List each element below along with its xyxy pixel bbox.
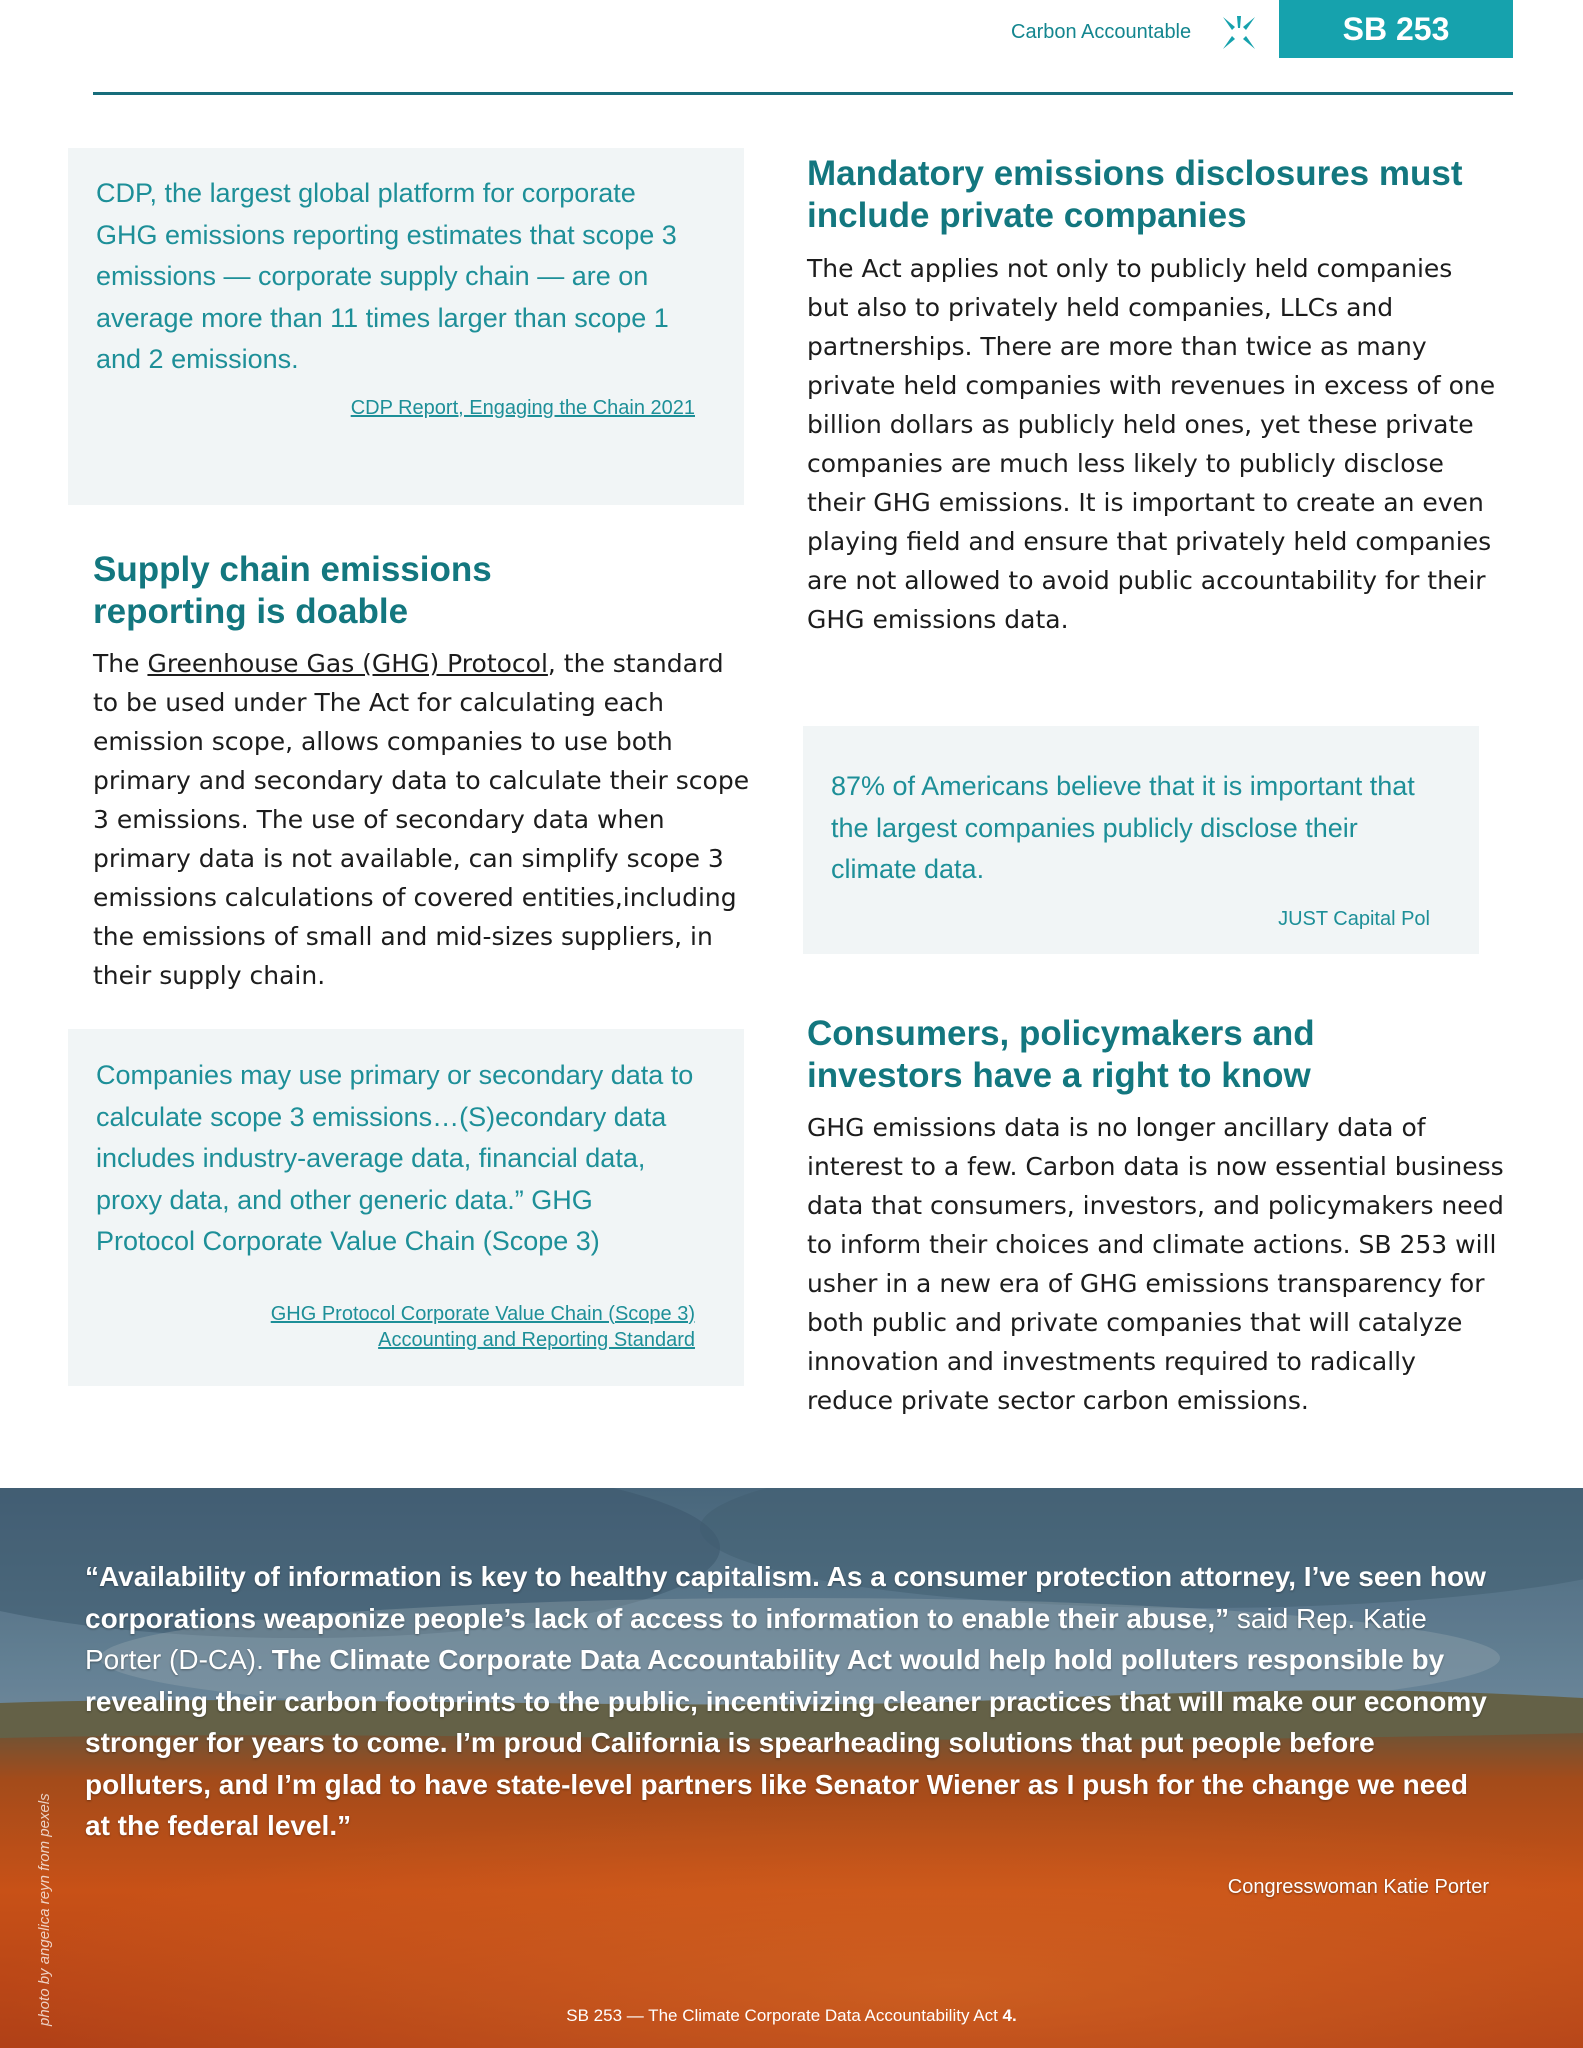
mandatory-heading-line2: include private companies	[807, 196, 1247, 235]
callout-ghg-text: Companies may use primary or secondary data to calculate scope 3 emissions…(S)econdary data includes industry-average data, financial data, proxy data, and other generic data.” GHG Protocol Corporate Value Chain (Scope 3)	[96, 1060, 694, 1256]
poppy-field-photo	[0, 1488, 1583, 2048]
header-divider	[93, 92, 1513, 95]
callout-cdp-text: CDP, the largest global platform for corporate GHG emissions reporting estimates that scope 3 emissions — corporate supply chain — are on average more than 11 times larger than scope 1 and 2 emissions.	[96, 178, 677, 374]
supply-chain-heading-line1: Supply chain emissions	[93, 550, 492, 589]
bill-badge: SB 253	[1279, 0, 1513, 58]
mandatory-disclosures-body: The Act applies not only to publicly held companies but also to privately held companies, LLCs and partnerships. There are more than twice as many private held companies with revenues in excess of one billion dollars as publicly held ones, yet these private companies are much less likely to publicly disclose their GHG emissions. It is important to create an even playing field and ensure that privately held companies are not allowed to avoid public accountability for their GHG emissions data.	[807, 254, 1496, 634]
ghg-protocol-link[interactable]: Greenhouse Gas (GHG) Protocol	[147, 649, 548, 678]
mandatory-heading-line1: Mandatory emissions disclosures must	[807, 154, 1463, 193]
callout-ghg-source-line2[interactable]: Accounting and Reporting Standard	[378, 1328, 695, 1351]
callout-ghg-protocol	[68, 1029, 744, 1386]
callout-just-source-text: JUST Capital Pol	[1278, 907, 1430, 930]
quote-part1: “Availability of information is key to healthy capitalism. As a consumer protection attorney, I’ve seen how corporations weaponize people’s lack of access to information to enable their abuse,”	[85, 1561, 1486, 1634]
callout-cdp-source[interactable]	[96, 395, 695, 421]
supply-chain-body-prefix: The	[93, 649, 148, 678]
mandatory-disclosures-heading	[807, 153, 1507, 237]
brand-name: Carbon Accountable	[1011, 21, 1192, 43]
callout-just-text: 87% of Americans believe that it is important that the largest companies publicly disclose their climate data.	[831, 771, 1415, 884]
page-footer	[0, 2006, 1583, 2026]
quote-part2: The Climate Corporate Data Accountability Act would help hold polluters responsible by revealing their carbon footprints to the public, incentivizing cleaner practices that will make our economy stronger for years to come. I’m proud California is spearheading solutions that put people before polluters, and I’m glad to have state-level partners like Senator Wiener as I push for the change we need at the federal level.”	[85, 1644, 1487, 1841]
right-to-know-body: GHG emissions data is no longer ancillary data of interest to a few. Carbon data is now essential business data that consumers, investors, and policymakers need to inform their choices and climate actions. SB 253 will usher in a new era of GHG emissions transparency for both public and private companies that will catalyze innovation and investments required to radically reduce private sector carbon emissions.	[807, 1113, 1504, 1415]
callout-cdp-source-link[interactable]: CDP Report, Engaging the Chain 2021	[350, 396, 695, 419]
supply-chain-heading-line2: reporting is doable	[93, 592, 409, 631]
porter-quote	[85, 1556, 1495, 1847]
callout-ghg-source-line1[interactable]: GHG Protocol Corporate Value Chain (Scope 3)	[270, 1302, 695, 1325]
right-to-know-heading-line1: Consumers, policymakers and	[807, 1014, 1315, 1053]
supply-chain-body-rest: , the standard to be used under The Act for calculating each emission scope, allows companies to use both primary and secondary data to calculate their scope 3 emissions. The use of secondary data when primary data is not available, can simplify scope 3 emissions calculations of covered entities,including the emissions of small and mid-sizes suppliers, in their supply chain.	[93, 649, 750, 990]
callout-just-source	[831, 906, 1430, 932]
supply-chain-heading	[93, 549, 713, 633]
footer-text: SB 253 — The Climate Corporate Data Accountability Act	[566, 2006, 1003, 2025]
carbon-accountable-logo-icon	[1220, 14, 1258, 52]
callout-cdp	[68, 148, 744, 505]
quote-attribution: Congresswoman Katie Porter	[1227, 1876, 1489, 1898]
quote-said: said Rep. Katie Porter (D-CA).	[85, 1602, 1427, 1675]
page-number: 4.	[1002, 2006, 1017, 2025]
photo-credit: photo by angelica reyn from pexels	[36, 1793, 53, 2026]
callout-ghg-source[interactable]	[96, 1301, 695, 1353]
right-to-know-heading	[807, 1013, 1507, 1097]
callout-just-capital	[803, 726, 1479, 954]
supply-chain-body	[93, 644, 753, 995]
right-to-know-heading-line2: investors have a right to know	[807, 1056, 1311, 1095]
